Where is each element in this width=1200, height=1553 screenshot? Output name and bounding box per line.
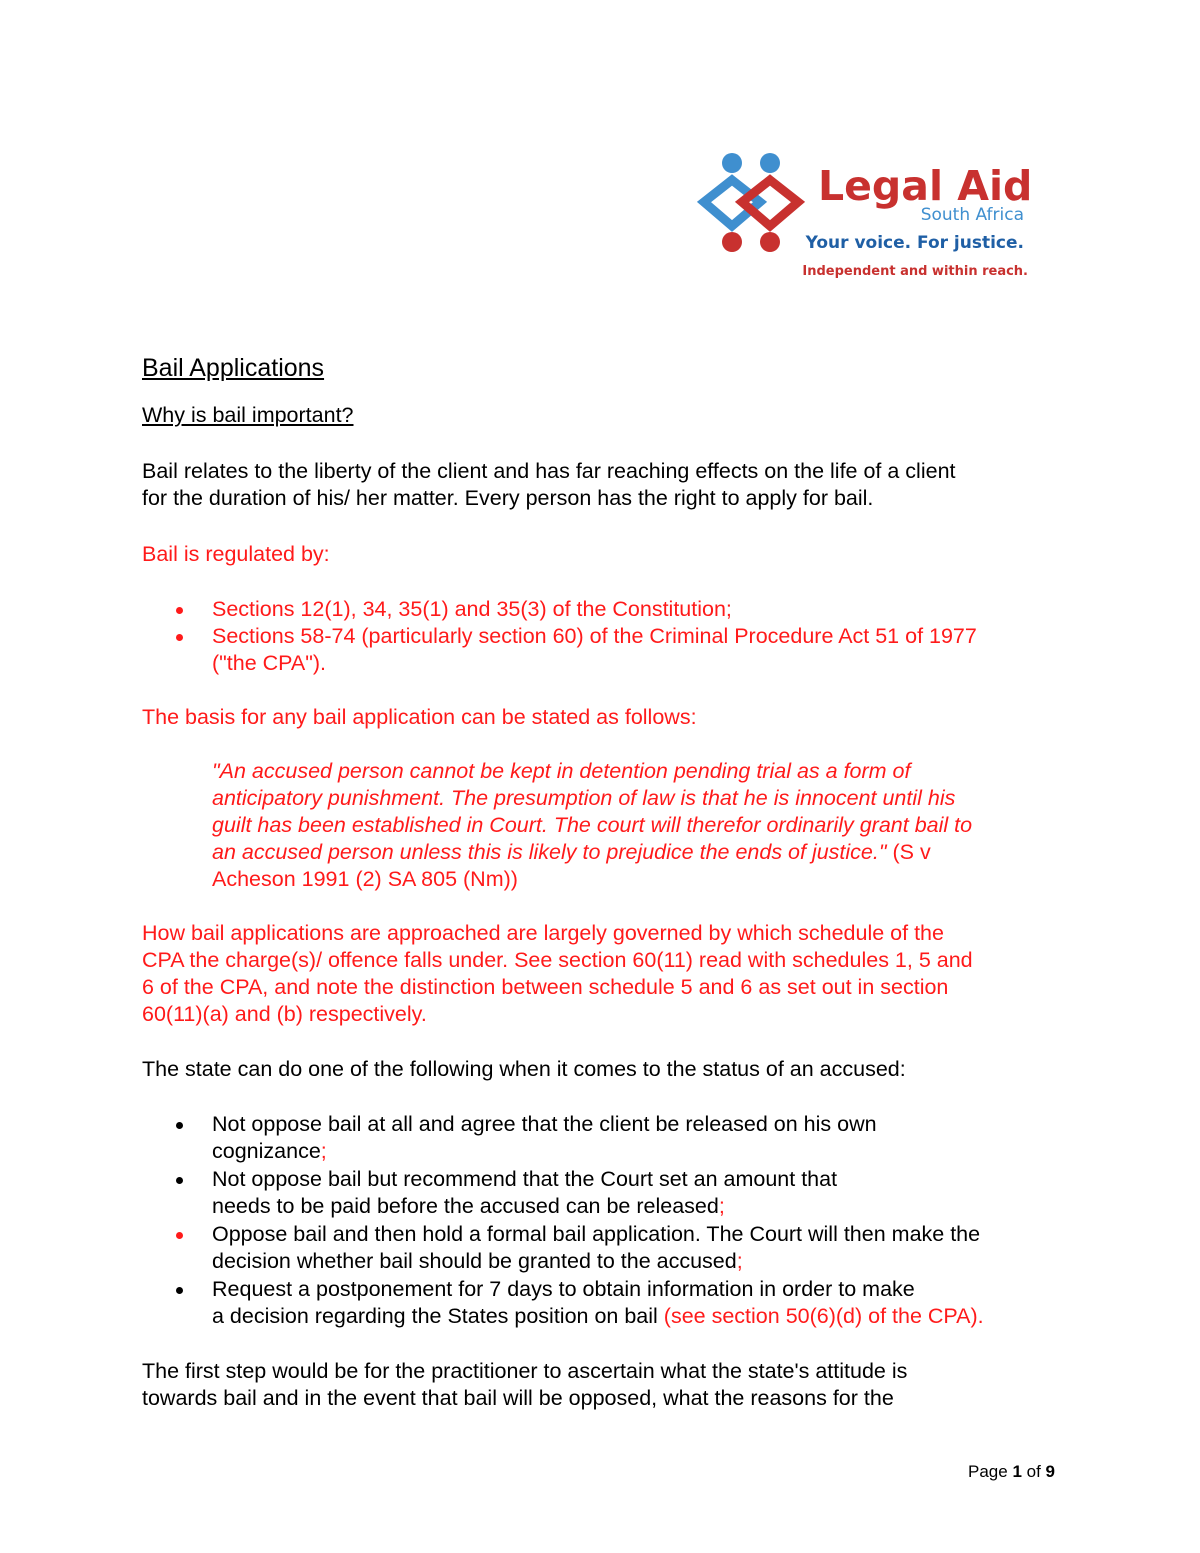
state-option: Request a postponement for 7 days to obtain information in order to make — [212, 1277, 915, 1301]
semicolon: ; — [718, 1194, 725, 1218]
bullet-icon — [176, 634, 183, 641]
quote-citation: (S v — [892, 840, 931, 864]
bullet-icon — [176, 1122, 183, 1129]
footer-page-word: Page — [968, 1462, 1013, 1481]
logo-name: Legal Aid — [818, 162, 1033, 210]
footer-page-number: 1 — [1012, 1462, 1022, 1481]
quote-line: guilt has been established in Court. The court will therefor ordinarily grant bail to — [212, 813, 973, 837]
logo-subtagline: Independent and within reach. — [802, 264, 1028, 279]
closing-line: The first step would be for the practitioner to ascertain what the state's attitude is — [142, 1359, 908, 1383]
quote-line: an accused person unless this is likely to prejudice the ends of justice." — [212, 840, 887, 864]
state-option-text: cognizance — [212, 1139, 321, 1163]
quote-line: "An accused person cannot be kept in detention pending trial as a form of — [212, 759, 911, 783]
legal-aid-logo — [690, 150, 1050, 285]
state-option: Oppose bail and then hold a formal bail application. The Court will then make the — [212, 1222, 981, 1246]
semicolon: ; — [736, 1249, 743, 1273]
intro-line: for the duration of his/ her matter. Every person has the right to apply for bail. — [142, 486, 874, 510]
closing-line: towards bail and in the event that bail will be opposed, what the reasons for the — [142, 1386, 894, 1410]
state-option-cont — [212, 1138, 327, 1165]
regulated-item: Sections 58-74 (particularly section 60) of the Criminal Procedure Act 51 of 1977 — [212, 624, 977, 648]
state-option: Not oppose bail but recommend that the Court set an amount that — [212, 1167, 838, 1191]
logo-sub: South Africa — [920, 205, 1024, 225]
regulated-item: Sections 12(1), 34, 35(1) and 35(3) of the Constitution; — [212, 597, 732, 621]
approach-line: 60(11)(a) and (b) respectively. — [142, 1002, 427, 1026]
approach-line: How bail applications are approached are largely governed by which schedule of the — [142, 921, 944, 945]
bullet-icon — [176, 1177, 183, 1184]
approach-line: CPA the charge(s)/ offence falls under. See section 60(11) read with schedules 1, 5 and — [142, 948, 973, 972]
bullet-icon — [176, 607, 183, 614]
bullet-icon — [176, 1232, 183, 1239]
quote-citation-cont: Acheson 1991 (2) SA 805 (Nm)) — [212, 867, 518, 891]
state-option-reference: (see section 50(6)(d) of the CPA). — [663, 1304, 984, 1328]
state-option-cont — [212, 1248, 743, 1275]
state-option-cont — [212, 1193, 725, 1220]
state-option-text: needs to be paid before the accused can be released — [212, 1194, 719, 1218]
intro-line: Bail relates to the liberty of the client and has far reaching effects on the life of a client — [142, 459, 956, 483]
section-subtitle: Why is bail important? — [142, 403, 354, 427]
state-option-text: decision whether bail should be granted to the accused — [212, 1249, 737, 1273]
bullet-icon — [176, 1287, 183, 1294]
quote-last-line — [212, 839, 931, 866]
page-footer — [968, 1462, 1055, 1482]
state-option: Not oppose bail at all and agree that the client be released on his own — [212, 1112, 877, 1136]
logo-tagline: Your voice. For justice. — [805, 233, 1024, 253]
state-option-text: a decision regarding the States position on bail — [212, 1304, 664, 1328]
footer-page-total: 9 — [1045, 1462, 1055, 1481]
state-heading: The state can do one of the following when it comes to the status of an accused: — [142, 1057, 906, 1081]
regulated-item-cont: ("the CPA"). — [212, 651, 327, 675]
footer-of-word: of — [1021, 1462, 1046, 1481]
state-option-cont — [212, 1303, 984, 1330]
approach-line: 6 of the CPA, and note the distinction between schedule 5 and 6 as set out in section — [142, 975, 949, 999]
legal-aid-emblem-icon — [690, 150, 1050, 285]
regulated-heading: Bail is regulated by: — [142, 542, 330, 566]
semicolon: ; — [320, 1139, 327, 1163]
quote-line: anticipatory punishment. The presumption of law is that he is innocent until his — [212, 786, 956, 810]
page-title: Bail Applications — [142, 354, 325, 382]
basis-heading: The basis for any bail application can be stated as follows: — [142, 705, 697, 729]
